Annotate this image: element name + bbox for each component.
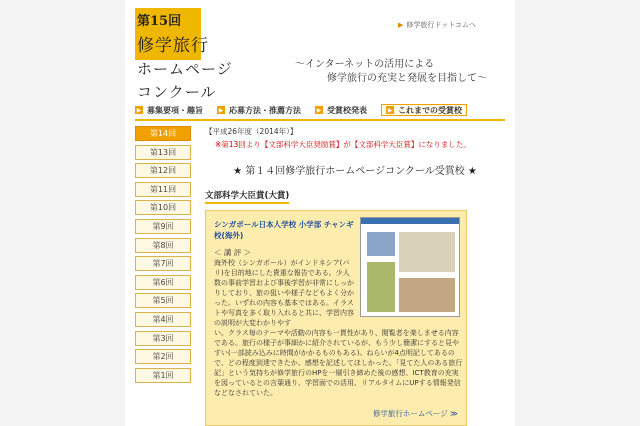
sidebar-item-6[interactable]: 第6回: [135, 275, 191, 290]
award-card: [205, 210, 467, 426]
nav-item-winners[interactable]: [315, 104, 367, 116]
review-text-wide: い。クラス毎のテーマや活動の内容も一貫性があり、閲覧者を楽しませる内容である。旅行の様子が事細かに紹介されているが、もう少し簡潔にすると見やすい(一部読み込みに時間がかかるものもある)。ねらいが4点明記してあるので、どの程度到達できたか、感想を記述してほしかった。「見てた人のある旅行記」という気持ちが修学旅行のHPを一層引き締めた後の感想、ICT教育の充実を図っているとの言葉通り、学習面での活用、リアルタイムにUPする情報発信などなされていた。: [214, 329, 463, 397]
title-line-1: 修学旅行: [137, 36, 209, 56]
nav-divider: [135, 119, 505, 121]
subtitle-line-2: 修学旅行の充実と発展を目指して～: [327, 73, 487, 84]
main-nav: [135, 104, 505, 116]
sidebar-item-13[interactable]: 第13回: [135, 145, 191, 160]
thumbnail-header: [361, 218, 459, 224]
page-container: [125, 0, 515, 426]
sidebar-item-5[interactable]: 第5回: [135, 293, 191, 308]
nav-item-label: 受賞校発表: [327, 105, 367, 115]
homepage-link[interactable]: 修学旅行ホームページ ≫: [372, 409, 458, 418]
nav-item-application[interactable]: [217, 104, 301, 116]
edition-label: 第15回: [137, 14, 182, 29]
sidebar-item-7[interactable]: 第7回: [135, 256, 191, 271]
review-text: [214, 258, 464, 398]
top-link-label: 修学旅行ドットコムへ: [406, 21, 476, 29]
title-line-3: コンクール: [137, 83, 217, 101]
nav-item-past-winners[interactable]: [381, 104, 467, 116]
arrow-right-icon: ▶: [316, 106, 322, 114]
sidebar-item-14[interactable]: 第14回: [135, 126, 191, 141]
arrow-right-icon: ▶: [387, 106, 393, 114]
sidebar-item-10[interactable]: 第10回: [135, 200, 191, 215]
review-label: ＜ 講 評 ＞: [214, 248, 252, 257]
arrow-right-icon: ▶: [218, 106, 224, 114]
sidebar-item-1[interactable]: 第1回: [135, 368, 191, 383]
thumbnail-image: [367, 232, 395, 256]
top-link[interactable]: [398, 20, 476, 30]
subtitle-line-1: ～インターネットの活用による: [295, 59, 435, 70]
sidebar: [135, 126, 191, 386]
arrow-right-icon: ▶: [136, 106, 142, 114]
title-line-2: ホームページ: [137, 60, 233, 78]
sidebar-item-8[interactable]: 第8回: [135, 238, 191, 253]
nav-item-label: これまでの受賞校: [398, 105, 462, 115]
nav-item-label: 応募方法・推薦方法: [229, 105, 301, 115]
year-label: 【平成26年度（2014年）】: [205, 127, 298, 136]
sidebar-item-12[interactable]: 第12回: [135, 163, 191, 178]
review-text-narrow: 海外校（シンガポール）がインドネシア(バリ)を目的地にした貴重な報告である。少人数の事前学習および事後学習が非常にしっかりしており、旅の狙いや様子などもよく分かった。いずれの内容も基本ではある。イラストや写真を多く取り入れると共に、学習内容の説明が大変わかりやす: [214, 259, 354, 327]
notice-text: ※第13回より【文部科学大臣奨励賞】が【文部科学大臣賞】になりました。: [215, 140, 471, 149]
sidebar-item-4[interactable]: 第4回: [135, 312, 191, 327]
sidebar-item-9[interactable]: 第9回: [135, 219, 191, 234]
sidebar-item-3[interactable]: 第3回: [135, 331, 191, 346]
arrow-right-icon: ▶: [398, 21, 404, 29]
sidebar-item-11[interactable]: 第11回: [135, 182, 191, 197]
page-title: ★ 第１４回修学旅行ホームページコンクール受賞校 ★: [233, 166, 477, 177]
main-content: [205, 126, 505, 426]
section-title: 文部科学大臣賞(大賞): [205, 189, 289, 204]
sidebar-item-2[interactable]: 第2回: [135, 349, 191, 364]
school-name[interactable]: シンガポール日本人学校 小学部 チャンギ校(海外): [214, 220, 354, 240]
subtitle: [295, 58, 487, 86]
nav-item-guidelines[interactable]: [135, 104, 203, 116]
nav-item-label: 募集要項・趣旨: [147, 105, 203, 115]
site-title: [137, 10, 233, 102]
